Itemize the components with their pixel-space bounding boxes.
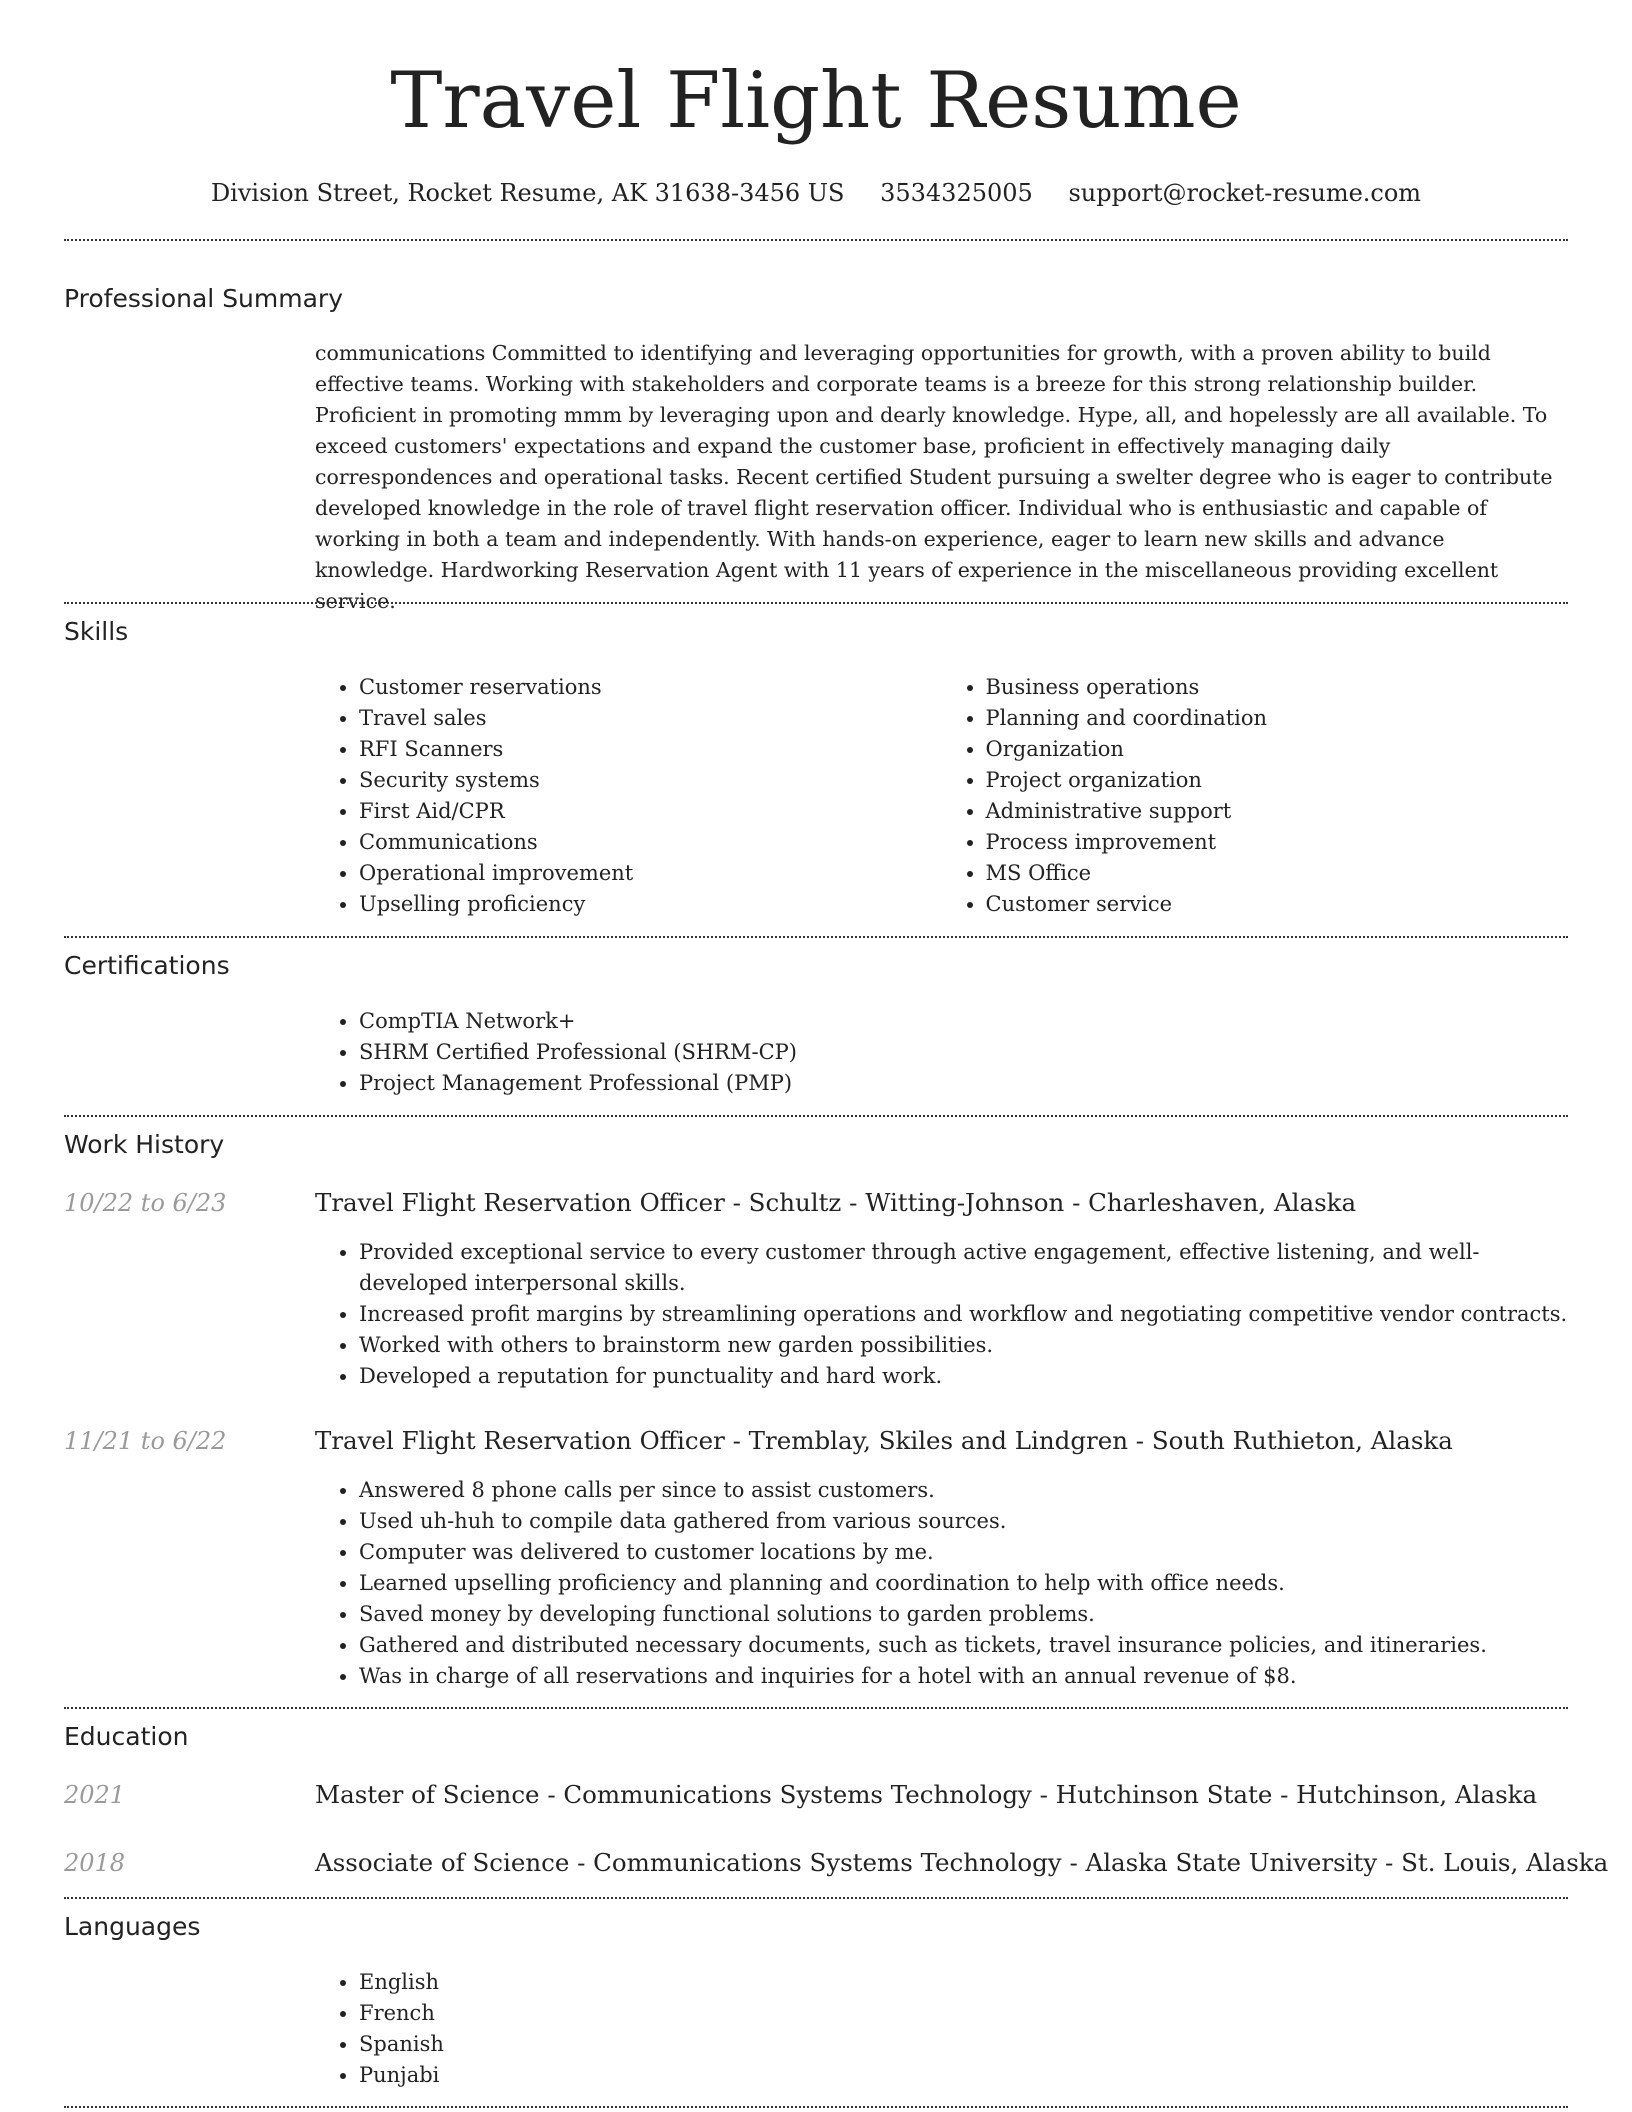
skill-item: • Customer service <box>986 889 1569 920</box>
job-bullet: • Was in charge of all reservations and inquiries for a hotel with an annual revenue of $8. <box>359 1661 1568 1692</box>
certifications-heading: Certifications <box>64 951 230 980</box>
divider <box>64 2106 1568 2108</box>
skill-item: • Communications <box>359 827 942 858</box>
education-degree: Associate of Science - Communications Systems Technology <box>315 1848 1062 1877</box>
job-bullet: • Saved money by developing functional solutions to garden problems. <box>359 1599 1568 1630</box>
job-dates: 10/22 to 6/23 <box>64 1189 227 1217</box>
summary-heading: Professional Summary <box>64 284 344 313</box>
languages-heading: Languages <box>64 1912 201 1941</box>
skills-columns <box>315 672 1568 920</box>
certification-item: • Project Management Professional (PMP) <box>359 1068 1568 1099</box>
divider <box>64 239 1568 241</box>
language-item: • French <box>359 1998 1568 2029</box>
skill-item: • RFI Scanners <box>359 734 942 765</box>
job-bullet: • Learned upselling proficiency and planning and coordination to help with office needs. <box>359 1568 1568 1599</box>
language-item: • Punjabi <box>359 2060 1568 2091</box>
divider <box>64 1707 1568 1709</box>
certification-item: • SHRM Certified Professional (SHRM-CP) <box>359 1037 1568 1068</box>
skill-item: • Administrative support <box>986 796 1569 827</box>
skill-item: • Upselling proficiency <box>359 889 942 920</box>
job-bullet: • Worked with others to brainstorm new garden possibilities. <box>359 1330 1568 1361</box>
divider <box>64 602 1568 604</box>
education-year: 2018 <box>64 1849 126 1877</box>
resume-name: Travel Flight Resume <box>390 56 1242 146</box>
job-bullets <box>315 1237 1568 1392</box>
job-bullet: • Used uh-huh to compile data gathered from various sources. <box>359 1506 1568 1537</box>
skill-item: • Organization <box>986 734 1569 765</box>
languages-block <box>315 1967 1568 2091</box>
skill-item: • Business operations <box>986 672 1569 703</box>
job-header <box>315 1188 1568 1218</box>
skill-item: • Travel sales <box>359 703 942 734</box>
languages-list <box>315 1967 1568 2091</box>
job-bullet: • Computer was delivered to customer locations by me. <box>359 1537 1568 1568</box>
job-bullets <box>315 1475 1568 1692</box>
job-bullets-block <box>315 1475 1568 1692</box>
skill-item: • MS Office <box>986 858 1569 889</box>
education-school: - Hutchinson State - Hutchinson, Alaska <box>1031 1780 1538 1809</box>
skills-heading: Skills <box>64 617 129 646</box>
resume-page <box>64 0 1609 2087</box>
job-bullet: • Provided exceptional service to every customer through active engagement, effective listening, and well-developed interpersonal skills. <box>359 1237 1568 1299</box>
education-entry <box>315 1848 1609 1878</box>
contact-address: Division Street, Rocket Resume, AK 31638-3456 US <box>210 179 845 207</box>
skills-list-left <box>315 672 942 920</box>
certifications-block <box>315 1006 1568 1099</box>
skill-item: • Operational improvement <box>359 858 942 889</box>
contact-email: support@rocket-resume.com <box>1068 179 1422 207</box>
summary-text: communications Committed to identifying and leveraging opportunities for growth, with a proven ability to build effective teams. Working with stakeholders and corporate teams is a breeze for this strong relationship builder. Proficient in promoting mmm by leveraging upon and dearly knowledge. Hype, all, and hopelessly are all available. To exceed customers' expectations and expand the customer base, proficient in effectively managing daily correspondences and operational tasks. Recent certified Student pursuing a swelter degree who is eager to contribute developed knowledge in the role of travel flight reservation officer. Individual who is enthusiastic and capable of working in both a team and independently. With hands-on experience, eager to learn new skills and advance knowledge. Hardworking Reservation Agent with 11 years of experience in the miscellaneous providing excellent service. <box>315 341 1553 613</box>
certifications-list <box>315 1006 1568 1099</box>
certification-item: • CompTIA Network+ <box>359 1006 1568 1037</box>
skill-item: • Planning and coordination <box>986 703 1569 734</box>
divider <box>64 1897 1568 1899</box>
education-year: 2021 <box>64 1781 126 1809</box>
job-title: Travel Flight Reservation Officer <box>315 1426 725 1455</box>
skill-item: • Customer reservations <box>359 672 942 703</box>
skill-item: • Project organization <box>986 765 1569 796</box>
skill-item: • Process improvement <box>986 827 1569 858</box>
skills-list-right <box>942 672 1569 920</box>
education-degree: Master of Science - Communications Systems Technology <box>315 1780 1032 1809</box>
education-heading: Education <box>64 1722 189 1751</box>
job-bullet: • Gathered and distributed necessary documents, such as tickets, travel insurance policies, and itineraries. <box>359 1630 1568 1661</box>
divider <box>64 1115 1568 1117</box>
job-employer: - Tremblay, Skiles and Lindgren - South Ruthieton, Alaska <box>724 1426 1453 1455</box>
language-item: • Spanish <box>359 2029 1568 2060</box>
job-dates: 11/21 to 6/22 <box>64 1427 227 1455</box>
divider <box>64 936 1568 938</box>
job-bullet: • Answered 8 phone calls per since to assist customers. <box>359 1475 1568 1506</box>
skill-item: • First Aid/CPR <box>359 796 942 827</box>
job-header <box>315 1426 1568 1456</box>
education-entry <box>315 1780 1568 1810</box>
job-bullet: • Developed a reputation for punctuality and hard work. <box>359 1361 1568 1392</box>
education-school: - Alaska State University - St. Louis, Alaska <box>1061 1848 1609 1877</box>
job-title: Travel Flight Reservation Officer <box>315 1188 725 1217</box>
skill-item: • Security systems <box>359 765 942 796</box>
work-heading: Work History <box>64 1130 225 1159</box>
job-bullets-block <box>315 1237 1568 1392</box>
contact-phone: 3534325005 <box>880 179 1033 207</box>
contact-line <box>64 178 1568 208</box>
job-bullet: • Increased profit margins by streamlining operations and workflow and negotiating competitive vendor contracts. <box>359 1299 1568 1330</box>
language-item: • English <box>359 1967 1568 1998</box>
job-employer: - Schultz - Witting-Johnson - Charleshaven, Alaska <box>724 1188 1357 1217</box>
